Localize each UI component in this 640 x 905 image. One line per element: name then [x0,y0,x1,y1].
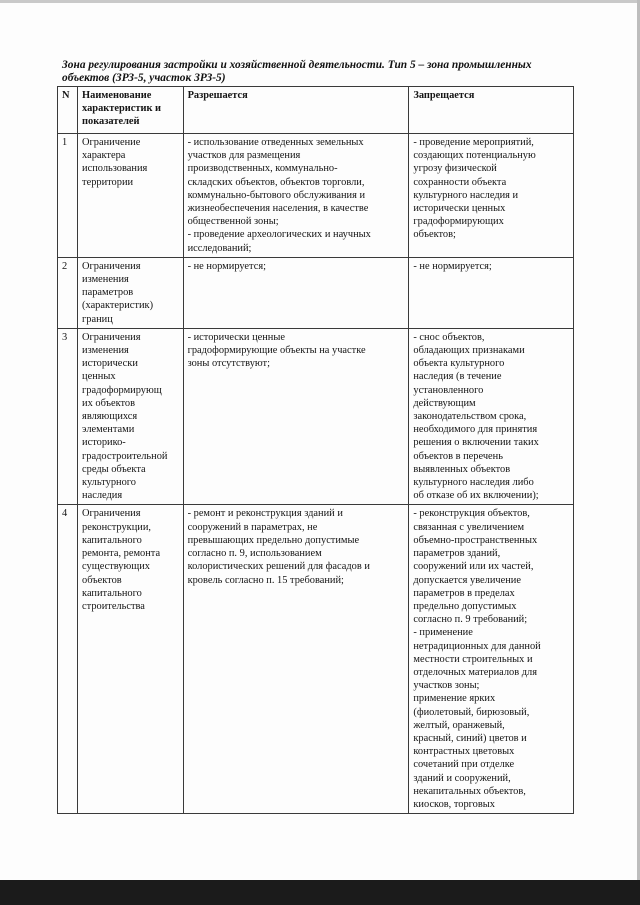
row-forbidden: - не нормируется; [409,257,574,328]
row-allowed: - исторически ценные градоформирующие объекты на участке зоны отсутствуют; [183,328,409,505]
row-forbidden: - снос объектов, обладающих признаками объекта культурного наследия (в течение установленного действующим законодательством срока, необходимого для принятия решения о включении таких объектов в перечень выявленных объектов культурного наследия либо об отказе об их включении); [409,328,574,505]
row-allowed: - ремонт и реконструкция зданий и сооружений в параметрах, не превышающих предельно допустимые согласно п. 9, использованием колористических решений для фасадов и кровель согласно п. 15 требований; [183,505,409,814]
row-characteristic: Ограничения реконструкции, капитального ремонта, ремонта существующих объектов капитального строительства [78,505,184,814]
table-header-row [58,87,574,134]
regulations-table [57,86,574,814]
scan-top-edge [0,0,640,3]
row-characteristic: Ограничение характера использования территории [78,134,184,258]
row-number: 2 [58,257,78,328]
row-forbidden: - проведение мероприятий, создающих потенциальную угрозу физической сохранности объекта культурного наследия и исторически ценных градоформирующих объектов; [409,134,574,258]
row-allowed: - использование отведенных земельных участков для размещения производственных, коммунально- складских объектов, объектов торговли, коммунально-бытового обслуживания и жизнеобеспечения населения, в качестве общественной зоны; - проведение археологических и научных исследований; [183,134,409,258]
zone-heading: Зона регулирования застройки и хозяйственной деятельности. Тип 5 – зона промышленных объектов (ЗРЗ-5, участок ЗРЗ-5) [62,59,532,84]
header-forbidden: Запрещается [409,87,574,134]
table-row [58,328,574,505]
table-row [58,257,574,328]
row-number: 3 [58,328,78,505]
table-row [58,505,574,814]
row-allowed: - не нормируется; [183,257,409,328]
row-number: 1 [58,134,78,258]
row-characteristic: Ограничения изменения исторически ценных градоформирующ их объектов являющихся элементами историко- градостроительной среды объекта культурного наследия [78,328,184,505]
table-row [58,134,574,258]
header-allowed: Разрешается [183,87,409,134]
header-number: N [58,87,78,134]
row-forbidden: - реконструкция объектов, связанная с увеличением объемно-пространственных параметров зданий, сооружений или их частей, допускается увеличение параметров в пределах предельно допустимых согласно п. 9 требований; - применение нетрадиционных для данной местности строительных и отделочных материалов для участков зоны; применение ярких (фиолетовый, бирюзовый, желтый, оранжевый, красный, синий) цветов и контрастных цветовых сочетаний при отделке зданий и сооружений, некапитальных объектов, киосков, торговых [409,505,574,814]
header-characteristic: Наименование характеристик и показателей [78,87,184,134]
row-characteristic: Ограничения изменения параметров (характеристик) границ [78,257,184,328]
scan-bottom-edge [0,880,640,905]
row-number: 4 [58,505,78,814]
